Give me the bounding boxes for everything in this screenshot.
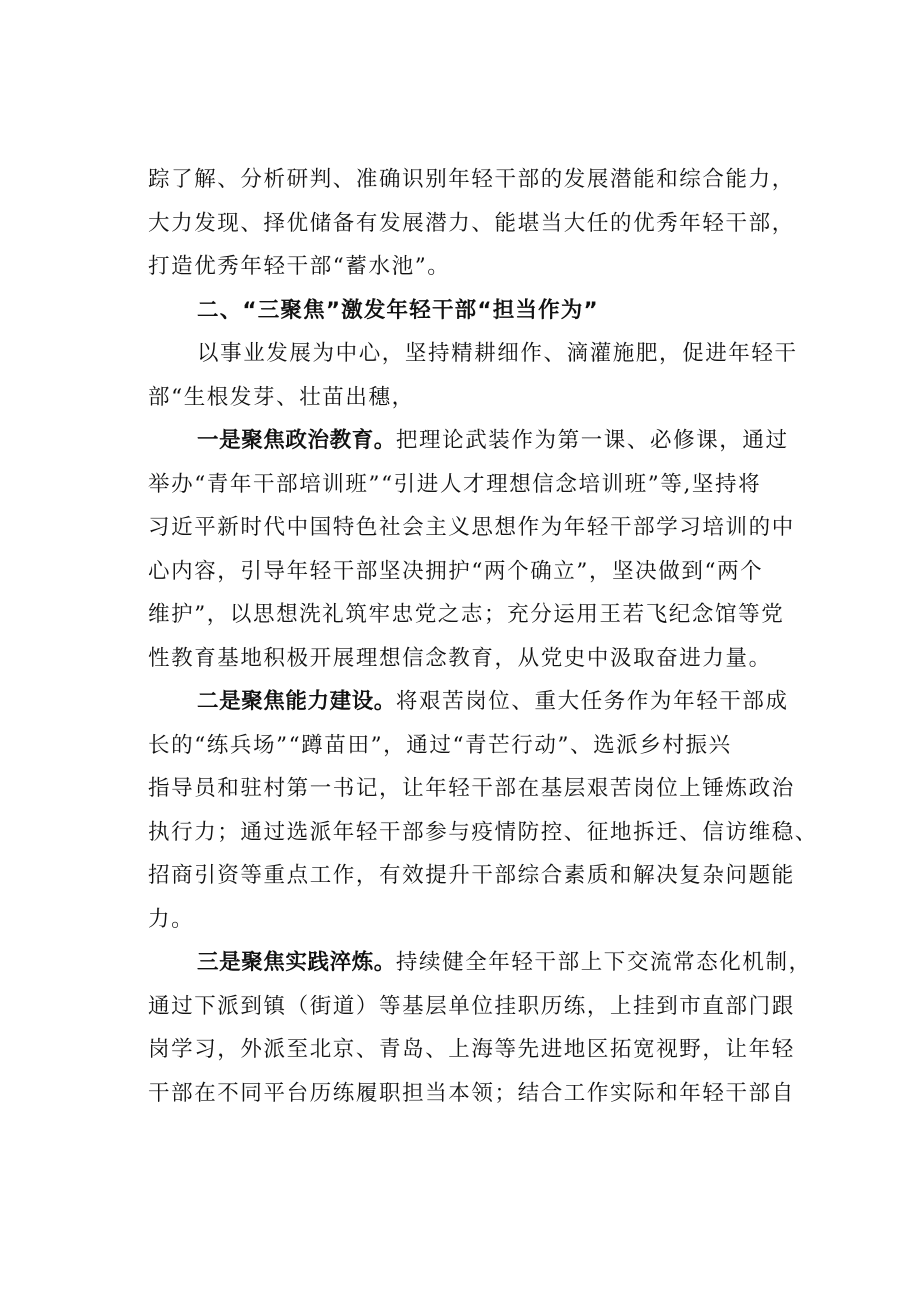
paragraph-line: 通过下派到镇（街道）等基层单位挂职历练，上挂到市直部门跟 xyxy=(148,993,795,1019)
paragraph-line: 踪了解、分析研判、准确识别年轻干部的发展潜能和综合能力， xyxy=(148,167,795,192)
paragraph-line: 部“生根发芽、壮苗出穗， xyxy=(148,384,415,410)
paragraph-line: 招商引资等重点工作，有效提升干部综合素质和解决复杂问题能 xyxy=(148,863,795,888)
document-body xyxy=(148,158,818,1115)
paragraph-line: 长的“练兵场”“蹲苗田”，通过“青芒行动”、选派乡村振兴 xyxy=(148,732,732,758)
paragraph-line xyxy=(148,941,812,985)
paragraph-text: 把理论武装作为第一课、必修课，通过 xyxy=(395,428,789,453)
paragraph-line: 举办“青年干部培训班”“引进人才理想信念培训班”等,坚持将 xyxy=(148,471,762,497)
section-heading: 二、“三聚焦”激发年轻干部“担当作为” xyxy=(197,297,599,323)
paragraph-line: 执行力；通过选派年轻干部参与疫情防控、征地拆迁、信访维稳、 xyxy=(148,819,818,845)
paragraph-text: 将艰苦岗位、重大任务作为年轻干部成 xyxy=(395,689,789,714)
paragraph-line xyxy=(148,419,808,463)
paragraph-line: 心内容，引导年轻干部坚决拥护“两个确立”，坚决做到“两个 xyxy=(148,558,764,584)
lead-phrase: 二是聚焦能力建设。 xyxy=(197,689,396,714)
paragraph-line: 大力发现、择优储备有发展潜力、能堪当大任的优秀年轻干部， xyxy=(148,210,795,236)
paragraph-line xyxy=(148,680,808,724)
paragraph-line: 维护”，以思想洗礼筑牢忠党之志；充分运用王若飞纪念馆等党 xyxy=(148,602,785,627)
paragraph-line: 习近平新时代中国特色社会主义思想作为年轻干部学习培训的中 xyxy=(148,515,795,540)
lead-phrase: 三是聚焦实践淬炼。 xyxy=(197,950,396,975)
paragraph-line: 打造优秀年轻干部“蓄水池”。 xyxy=(148,254,451,279)
paragraph-line: 以事业发展为中心，坚持精耕细作、滴灌施肥，促进年轻干 xyxy=(197,341,798,366)
paragraph-line: 性教育基地积极开展理想信念教育，从党史中汲取奋进力量。 xyxy=(148,645,772,671)
paragraph-line: 指导员和驻村第一书记，让年轻干部在基层艰苦岗位上锤炼政治 xyxy=(148,776,795,801)
lead-phrase: 一是聚焦政治教育。 xyxy=(197,428,396,453)
paragraph-line: 干部在不同平台历练履职担当本领；结合工作实际和年轻干部自 xyxy=(148,1080,795,1106)
paragraph-line: 岗学习，外派至北京、青岛、上海等先进地区拓宽视野，让年轻 xyxy=(148,1037,795,1062)
paragraph-text: 持续健全年轻干部上下交流常态化机制， xyxy=(395,950,812,975)
paragraph-line: 力。 xyxy=(148,906,195,932)
